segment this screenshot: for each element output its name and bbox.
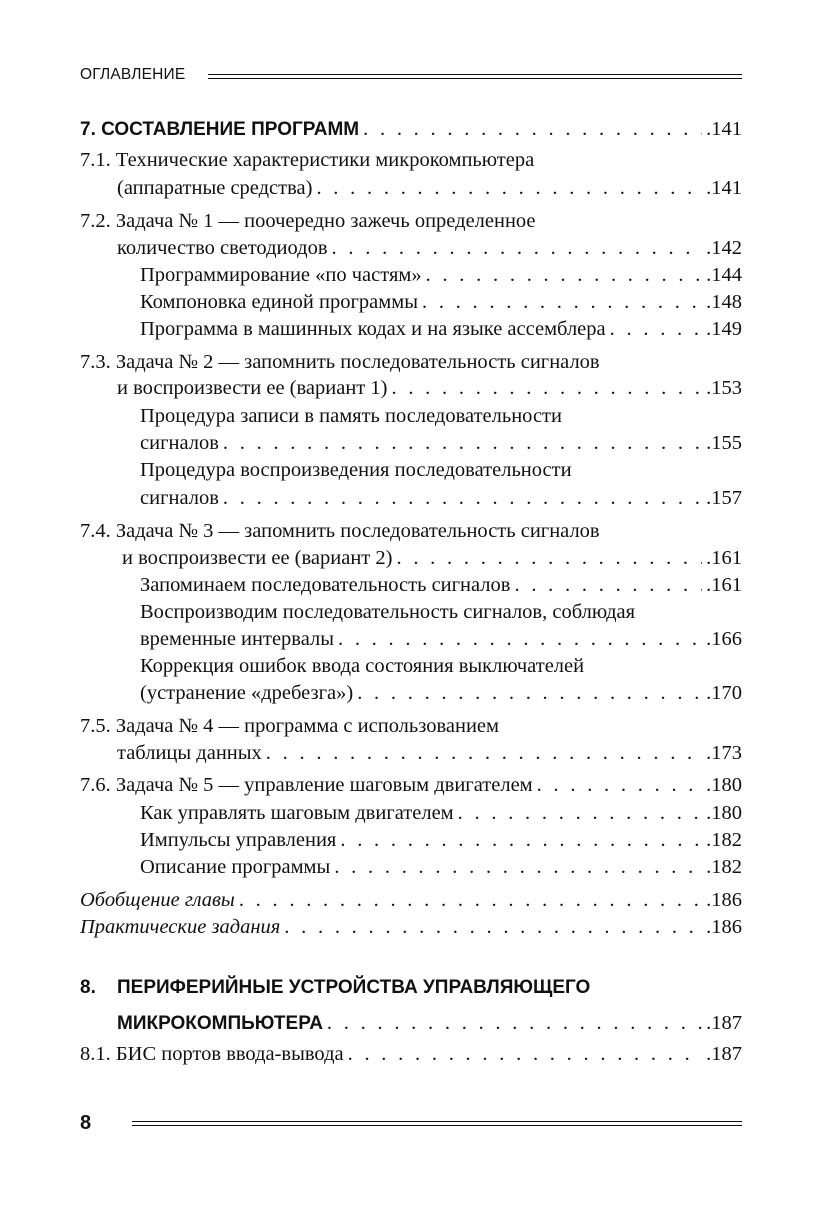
dot-leader <box>422 289 702 315</box>
toc-entry-text: сигналов <box>140 487 219 509</box>
footer-rule-top <box>132 1121 742 1122</box>
dot-leader <box>327 1010 702 1036</box>
dot-leader <box>239 887 702 913</box>
dot-leader <box>426 262 703 288</box>
toc-7-4-line2: и воспроизвести ее (вариант 2) <box>122 547 393 569</box>
page-ref: .142 <box>706 237 742 259</box>
toc-entry-text: Программа в машинных кодах и на языке ассемблера <box>140 318 606 340</box>
dot-leader <box>458 800 702 826</box>
dot-leader <box>514 572 702 598</box>
toc-entry-text: Импульсы управления <box>140 829 337 851</box>
running-header-label: ОГЛАВЛЕНИЕ <box>80 66 186 83</box>
dot-leader <box>363 116 702 142</box>
dot-leader <box>348 1041 703 1067</box>
dot-leader <box>610 316 702 342</box>
page-ref: .161 <box>706 574 742 596</box>
toc-8-1[interactable] <box>80 1041 742 1067</box>
toc-entry-text: Обобщение главы <box>80 889 235 911</box>
toc-7-4[interactable] <box>122 545 742 571</box>
page-ref: .180 <box>706 802 742 824</box>
toc-7-4-sub-2[interactable] <box>140 626 742 652</box>
toc-7-6-sub-1[interactable] <box>140 800 742 826</box>
toc-entry-text: Программирование «по частям» <box>140 264 422 286</box>
dot-leader <box>334 854 702 880</box>
dot-leader <box>391 375 702 401</box>
chapter-7-title: 7. СОСТАВЛЕНИЕ ПРОГРАММ <box>80 119 360 140</box>
dot-leader <box>223 430 702 456</box>
toc-entry-text: Описание программы <box>140 856 331 878</box>
dot-leader <box>332 235 703 261</box>
toc-7-2-sub-3[interactable] <box>140 316 742 342</box>
toc-7-2-line1[interactable]: 7.2. Задача № 1 — поочередно зажечь определенное <box>80 210 536 232</box>
toc-7-3[interactable] <box>117 375 742 401</box>
dot-leader <box>396 545 702 571</box>
toc-7-4-sub-3[interactable] <box>140 680 742 706</box>
toc-7-2-sub-2[interactable] <box>140 289 742 315</box>
toc-7-2-line2: количество светодиодов <box>117 237 328 259</box>
page-ref: .186 <box>706 889 742 911</box>
page-ref: .155 <box>706 432 742 454</box>
toc-7-6[interactable] <box>80 772 742 798</box>
page-number: 8 <box>80 1112 92 1134</box>
page-ref: .173 <box>706 742 742 764</box>
toc-7-3-line1[interactable]: 7.3. Задача № 2 — запомнить последовательность сигналов <box>80 351 600 373</box>
toc-entry-text: Компоновка единой программы <box>140 291 418 313</box>
dot-leader <box>357 680 702 706</box>
toc-7-1-line1[interactable]: 7.1. Технические характеристики микрокомпьютера <box>80 149 535 171</box>
page-ref: .187 <box>706 1043 742 1065</box>
dot-leader <box>316 175 702 201</box>
toc-7-5-line2: таблицы данных <box>117 742 262 764</box>
toc-7-3-sub-1[interactable] <box>140 430 742 456</box>
page-ref: .170 <box>706 682 742 704</box>
toc-7-6-sub-3[interactable] <box>140 854 742 880</box>
page-ref: .187 <box>706 1012 742 1034</box>
page-ref: .180 <box>706 774 742 796</box>
chapter-8-number: 8. <box>80 977 96 998</box>
page-ref: .186 <box>706 916 742 938</box>
toc-chapter-7[interactable] <box>80 116 742 143</box>
toc-entry-text: Как управлять шаговым двигателем <box>140 802 454 824</box>
toc-7-4-sub-1[interactable] <box>140 572 742 598</box>
toc-practical-exercises[interactable] <box>80 914 742 940</box>
toc-entry-text: сигналов <box>140 432 219 454</box>
toc-7-5[interactable] <box>117 740 742 766</box>
page-ref: .157 <box>706 487 742 509</box>
toc-entry-text: временные интервалы <box>140 628 334 650</box>
chapter-8-title-line2: МИКРОКОМПЬЮТЕРА <box>117 1013 323 1034</box>
header-rule-top <box>208 74 742 75</box>
toc-entry-text: Запоминаем последовательность сигналов <box>140 574 511 596</box>
dot-leader <box>284 914 702 940</box>
page-ref: .182 <box>706 829 742 851</box>
dot-leader <box>266 740 702 766</box>
toc-7-3-sub-2-line1[interactable]: Процедура воспроизведения последовательности <box>140 459 572 481</box>
dot-leader <box>340 827 702 853</box>
dot-leader <box>338 626 702 652</box>
toc-7-1[interactable] <box>117 175 742 201</box>
toc-7-3-line2: и воспроизвести ее (вариант 1) <box>117 377 388 399</box>
dot-leader <box>537 772 702 798</box>
page-ref: .161 <box>706 547 742 569</box>
page-ref: .182 <box>706 856 742 878</box>
toc-entry-text: (устранение «дребезга») <box>140 682 354 704</box>
toc-7-4-sub-3-line1[interactable]: Коррекция ошибок ввода состояния выключателей <box>140 655 585 677</box>
toc-7-3-sub-2[interactable] <box>140 485 742 511</box>
chapter-8-title-line1[interactable]: ПЕРИФЕРИЙНЫЕ УСТРОЙСТВА УПРАВЛЯЮЩЕГО <box>117 977 591 998</box>
page-ref: .148 <box>706 291 742 313</box>
toc-7-3-sub-1-line1[interactable]: Процедура записи в память последовательности <box>140 405 562 427</box>
toc-7-2[interactable] <box>117 235 742 261</box>
toc-chapter-summary[interactable] <box>80 887 742 913</box>
toc-7-1-line2: (аппаратные средства) <box>117 177 313 199</box>
page-ref: .141 <box>706 177 742 199</box>
dot-leader <box>223 485 702 511</box>
page-ref: .166 <box>706 628 742 650</box>
page-ref: .153 <box>706 377 742 399</box>
page-ref: .149 <box>706 318 742 340</box>
footer-rule-bottom <box>132 1125 742 1126</box>
toc-entry-text: 7.6. Задача № 5 — управление шаговым двигателем <box>80 774 533 796</box>
page-ref: .144 <box>706 264 742 286</box>
toc-chapter-8[interactable] <box>117 1010 742 1037</box>
toc-7-2-sub-1[interactable] <box>140 262 742 288</box>
header-rule-bottom <box>208 78 742 79</box>
toc-7-6-sub-2[interactable] <box>140 827 742 853</box>
toc-entry-text: Практические задания <box>80 916 281 938</box>
toc-entry-text: 8.1. БИС портов ввода-вывода <box>80 1043 344 1065</box>
toc-7-4-sub-2-line1[interactable]: Воспроизводим последовательность сигналов, соблюдая <box>140 601 636 623</box>
toc-7-4-line1[interactable]: 7.4. Задача № 3 — запомнить последовательность сигналов <box>80 520 600 542</box>
page-ref: .141 <box>706 118 742 140</box>
toc-7-5-line1[interactable]: 7.5. Задача № 4 — программа с использованием <box>80 715 499 737</box>
